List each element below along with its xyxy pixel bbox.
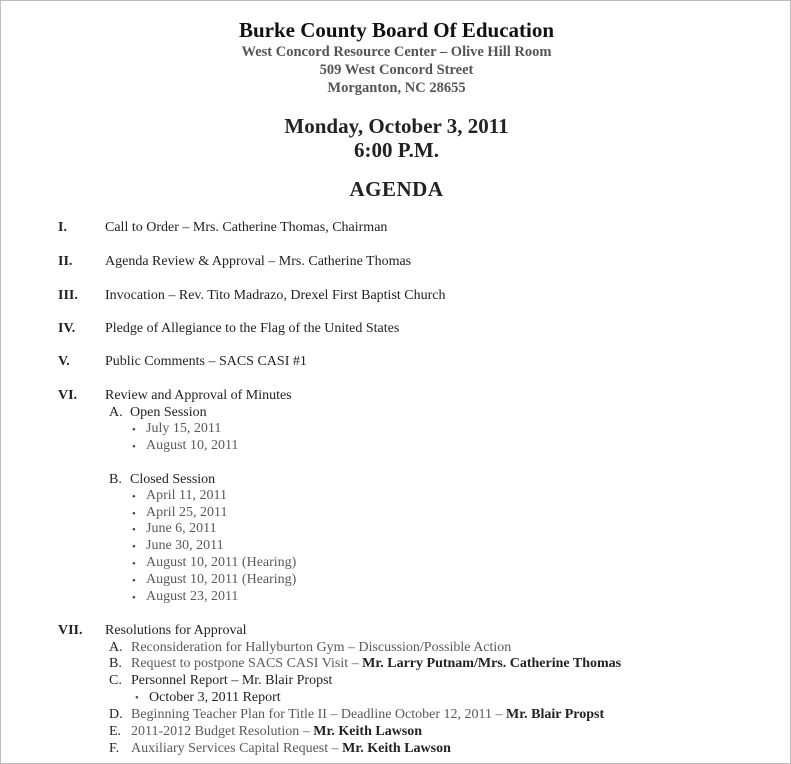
item-number: III. [58,288,78,303]
bullet: • [132,491,136,503]
bullet: • [132,524,136,536]
subitem-label: F. [109,741,120,756]
item-number: II. [58,254,73,269]
bullet: • [132,441,136,453]
subitem-label: B. [109,472,122,487]
item-number: V. [58,354,70,369]
date-entry: June 30, 2011 [146,538,224,553]
subitem-label: E. [109,724,122,739]
item-number: I. [58,220,67,235]
bullet: • [132,575,136,587]
resolution-text: Auxiliary Services Capital Request – [131,741,343,756]
meeting-date: Monday, October 3, 2011 [284,114,509,138]
item-minutes: Review and Approval of Minutes [105,388,292,403]
presenter-name: Mr. Keith Lawson [313,724,423,739]
date-entry: August 23, 2011 [146,589,239,604]
resolution-teacher-plan [131,707,604,723]
venue-line: West Concord Resource Center – Olive Hill Room [241,44,552,60]
date-entry: August 10, 2011 [146,438,239,453]
resolution-personnel-report: Personnel Report – Mr. Blair Propst [131,673,333,688]
date-entry: July 15, 2011 [146,421,222,436]
subitem-label: A. [109,405,123,420]
report-entry: October 3, 2011 Report [149,690,281,705]
bullet: • [132,541,136,553]
item-number: VI. [58,388,78,403]
subitem-label: B. [109,656,122,671]
resolution-text: Request to postpone SACS CASI Visit – [131,656,363,671]
resolution-auxiliary-services [131,741,451,757]
bullet: • [132,592,136,604]
item-call-to-order: Call to Order – Mrs. Catherine Thomas, Chairman [105,220,388,235]
date-entry: April 11, 2011 [146,488,228,503]
subitem-label: C. [109,673,122,688]
subitem-label: D. [109,707,123,722]
item-agenda-review: Agenda Review & Approval – Mrs. Catherine Thomas [105,254,412,269]
item-pledge: Pledge of Allegiance to the Flag of the United States [105,321,400,336]
bullet: • [132,424,136,436]
item-number: VII. [58,623,83,638]
date-entry: August 10, 2011 (Hearing) [146,572,297,587]
presenter-name: Mr. Blair Propst [506,707,605,722]
resolution-hallyburton-gym: Reconsideration for Hallyburton Gym – Discussion/Possible Action [131,640,512,655]
presenter-name: Mr. Keith Lawson [342,741,451,756]
item-resolutions: Resolutions for Approval [105,623,247,638]
subitem-open-session: Open Session [130,405,207,420]
bullet: • [135,692,139,704]
item-invocation: Invocation – Rev. Tito Madrazo, Drexel First Baptist Church [105,288,446,303]
date-entry: June 6, 2011 [146,521,217,536]
subitem-label: A. [109,640,123,655]
meeting-time: 6:00 P.M. [354,138,439,162]
item-public-comments: Public Comments – SACS CASI #1 [105,354,307,369]
date-entry: August 10, 2011 (Hearing) [146,555,297,570]
city-line: Morganton, NC 28655 [327,80,466,96]
resolution-budget [131,724,422,740]
item-number: IV. [58,321,76,336]
resolution-sacs-visit [131,656,621,672]
presenter-name: Mr. Larry Putnam/Mrs. Catherine Thomas [362,656,622,671]
date-entry: April 25, 2011 [146,505,228,520]
resolution-text: Beginning Teacher Plan for Title II – Deadline October 12, 2011 – [131,707,506,722]
organization-title: Burke County Board Of Education [238,18,555,42]
subitem-closed-session: Closed Session [130,472,216,487]
bullet: • [132,508,136,520]
bullet: • [132,558,136,570]
resolution-text: 2011-2012 Budget Resolution – [131,724,314,739]
agenda-heading: AGENDA [349,177,444,201]
street-line: 509 West Concord Street [319,62,474,78]
